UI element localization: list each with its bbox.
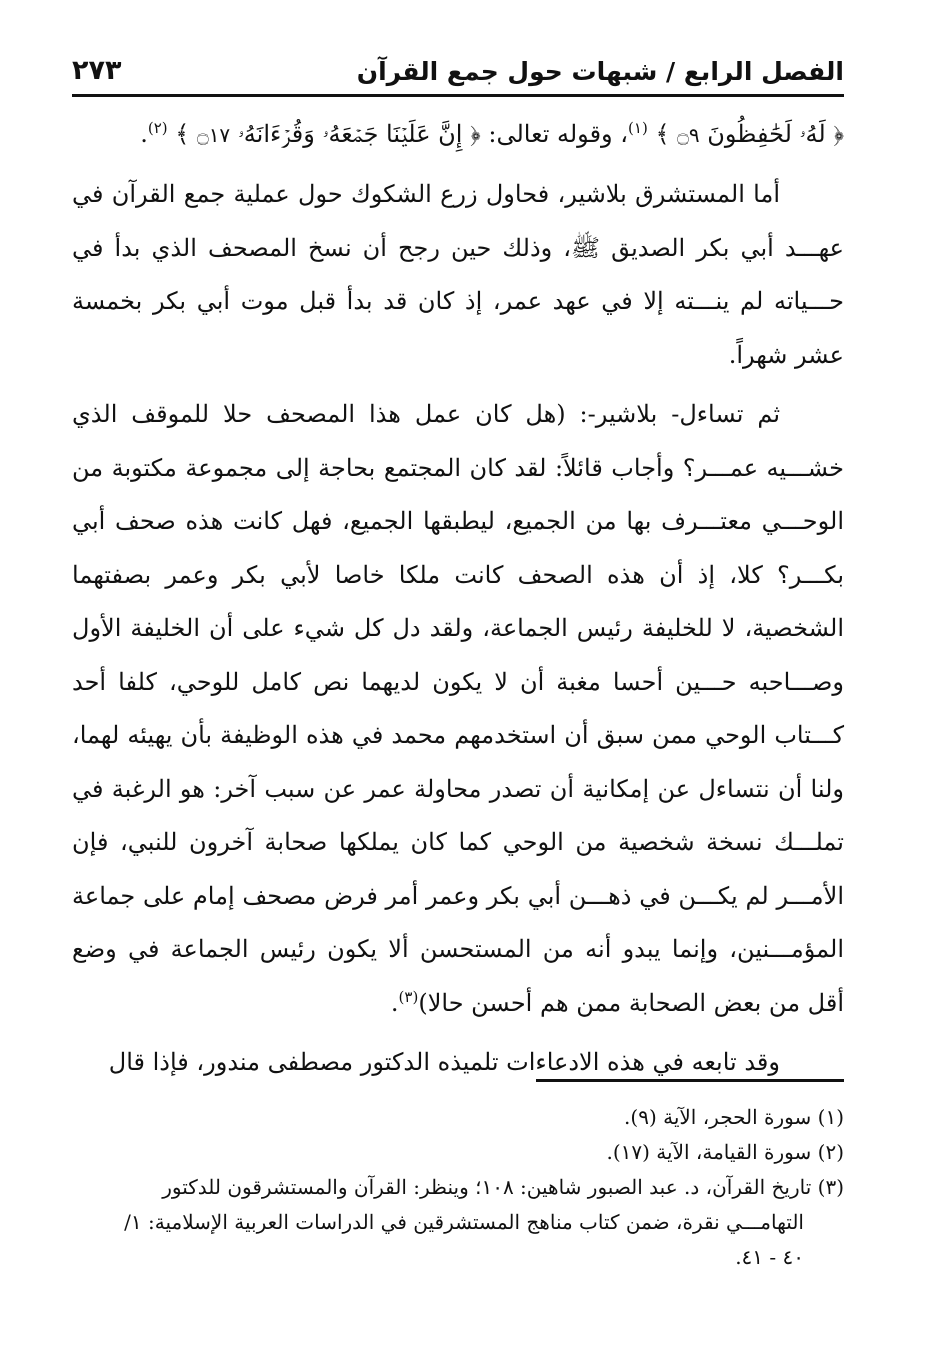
quran-verse-b: إِنَّ عَلَيۡنَا جَمۡعَهُۥ وَقُرۡءَانَهُۥ — [237, 120, 463, 148]
footnote-1: (١) سورة الحجر، الآية (٩). — [624, 1105, 844, 1129]
verse-connector: ، وقوله تعالى: — [480, 120, 629, 148]
quran-ornate-bracket-close: ﴾ — [175, 120, 190, 148]
quran-ornate-bracket-open: ﴿ — [833, 120, 844, 148]
paragraph-1: أما المستشرق بلاشير، فحاول زرع الشكوك حول عملية جمع القرآن في عهـــد أبي بكر الصديق ﷺ، وذلك حين رجح أن نسخ المصحف الذي بدأ في حـــياته لم ينـــته إلا في عهد عمر، إذ كان قد بدأ قبل موت أبي بكر بخمسة عشر شهراً. — [72, 180, 844, 369]
footnote-ref-2: (٢) — [147, 119, 168, 137]
footnotes — [72, 1100, 844, 1275]
footnote-3-line-1: (٣) تاريخ القرآن، د. عبد الصبور شاهين: ١٠٨؛ وينظر: القرآن والمستشرقون للدكتور — [162, 1175, 844, 1199]
ayah-number-mark: ۝٩ — [677, 122, 700, 147]
footnote-divider — [536, 1079, 844, 1082]
chapter-title: الفصل الرابع / شبهات حول جمع القرآن — [356, 57, 844, 86]
ayah-number-mark: ۝١٧ — [196, 122, 231, 147]
quran-ornate-bracket-close: ﴾ — [655, 120, 670, 148]
footnote-3-line-2: التهامـــي نقرة، ضمن كتاب مناهج المستشرقين في الدراسات العربية الإسلامية: ١/ — [124, 1210, 804, 1234]
paragraph-3: وقد تابعه في هذه الادعاءات تلميذه الدكتور مصطفى مندور، فإذا قال — [108, 1048, 780, 1077]
quran-verse-a: لَهُۥ لَحَٰفِظُونَ — [707, 120, 826, 148]
footnote-3-line-3: ٤٠ - ٤١. — [735, 1245, 804, 1269]
page-header — [72, 42, 844, 97]
verse-line-end: . — [140, 120, 148, 148]
footnote-2: (٢) سورة القيامة، الآية (١٧). — [606, 1140, 844, 1164]
main-text — [72, 108, 844, 1090]
verse-line — [72, 108, 844, 162]
footnote-ref-1: (١) — [628, 119, 648, 137]
paragraph-2 — [72, 388, 844, 1030]
quran-ornate-bracket-open: ﴿ — [470, 120, 481, 148]
footnote-ref-3: (٣) — [398, 987, 419, 1006]
page-number: ٢٧٣ — [72, 55, 122, 86]
paragraph-2-text: ثم تساءل- بلاشير-: (هل كان عمل هذا المصحف حلا للموقف الذي خشـــيه عمـــر؟ وأجاب قائلاً: لقد كان المجتمع بحاجة إلى مجموعة مكتوبة من الوحـــي معتـــرف بها من الجميع، ليطبقها الجميع، فهل كانت هذه صحف أبي بكـــر؟ كلا، إذ أن هذه الصحف كانت ملكا خاصا لأبي بكر وعمر بصفتهما الشخصية، لا للخليفة رئيس الجماعة، ولقد دل كل شيء على أن الخليفة الأول وصـــاحبه حـــين أحسا مغبة أن لا يكون لديهما نص كامل للوحي، كلفا أحد كـــتاب الوحي ممن سبق أن استخدمهم محمد في هذه الوظيفة بأن يهيئه لهما، ولنا أن نتساءل عن إمكانية أن تصدر محاولة عمر عن سبب آخر: هو الرغبة في تملـــك نسخة شخصية من الوحي كما كان يملكها صحابة آخرون للنبي، فإن الأمـــر لم يكـــن في ذهـــن أبي بكر وعمر أمر فرض مصحف إمام على جماعة المؤمـــنين، وإنما يبدو أنه من المستحسن ألا يكون رئيس الجماعة في وضع أقل من بعض الصحابة ممن هم أحسن حالا) — [72, 400, 845, 1017]
paragraph-2-end: . — [390, 988, 399, 1017]
